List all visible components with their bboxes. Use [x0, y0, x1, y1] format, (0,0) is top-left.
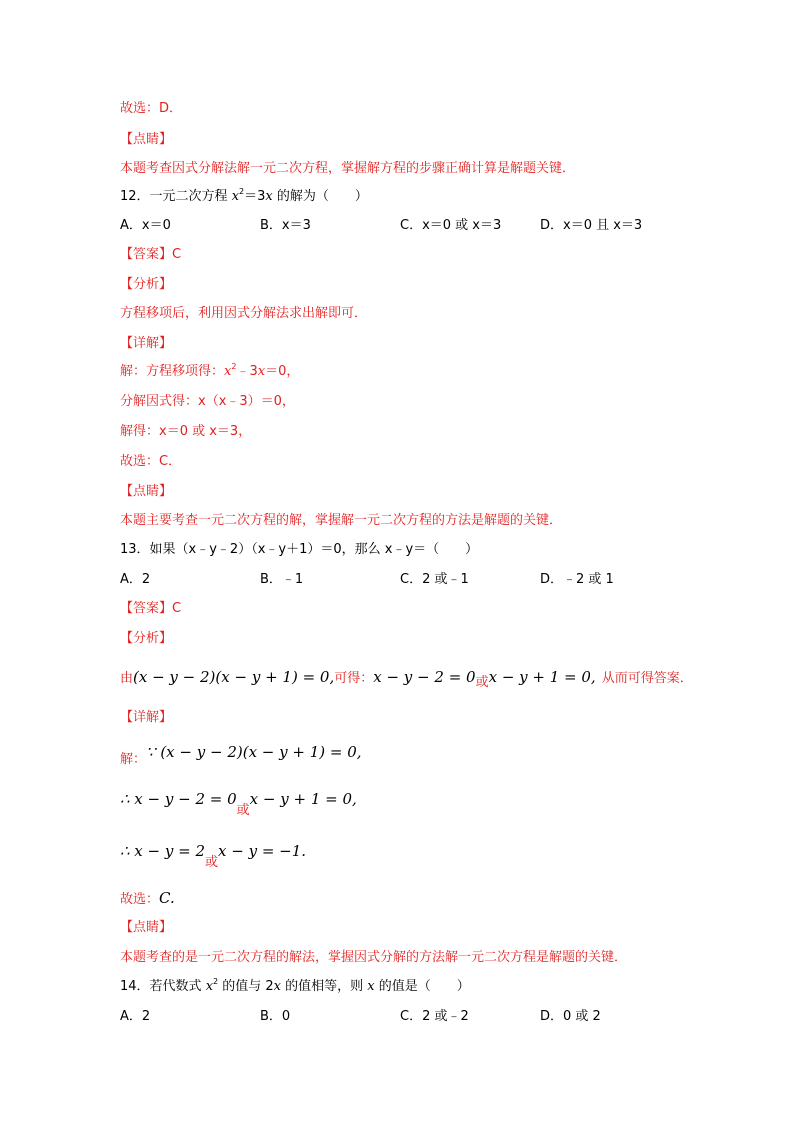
q13-step-1-eq: ∵ (x − y − 2)(x − y + 1) = 0, — [146, 743, 362, 761]
q12-dianjing-heading: 【点睛】 — [120, 484, 173, 499]
q13-step-2-eq-b: x − y + 1 = 0, — [249, 790, 357, 808]
q12-analysis: 方程移项后，利用因式分解法求出解即可． — [120, 306, 368, 321]
q13-analysis-eq1: (x − y − 2)(x − y + 1) = 0, — [133, 668, 335, 686]
q12-option-d: D．x＝0 且 x＝3 — [540, 218, 643, 233]
q13-analysis — [120, 666, 693, 690]
q12-step-2: 分解因式得：x（x﹣3）＝0， — [120, 394, 295, 409]
q13-analysis-huo: 或 — [475, 675, 489, 690]
q12-xiangjie-heading: 【详解】 — [120, 336, 173, 351]
q12-comment: 本题主要考查一元二次方程的解，掌握解一元二次方程的方法是解题的关键． — [120, 513, 563, 528]
q13-option-d: D．﹣2 或 1 — [540, 572, 614, 587]
q13-conclusion-label: 故选： — [120, 892, 160, 907]
q13-step-2-eq-a: ∴ x − y − 2 = 0 — [120, 790, 237, 808]
q13-conclusion — [120, 890, 175, 908]
q13-option-b: B．﹣1 — [260, 572, 304, 587]
q12-option-c: C．x＝0 或 x＝3 — [400, 218, 502, 233]
q13-conclusion-value: C. — [159, 889, 175, 907]
q12-fenxi-heading: 【分析】 — [120, 277, 173, 292]
q14-stem: 14．若代数式 $x^2$ 的值与 2x 的值相等，则 x 的值是（ ） — [120, 977, 470, 994]
q12-conclusion: 故选：C． — [120, 454, 182, 469]
q14-option-b: B．0 — [260, 1009, 291, 1024]
q13-option-a: A．2 — [120, 572, 151, 587]
q13-analysis-eq3: x − y + 1 = 0, — [488, 668, 596, 686]
q14-option-c: C．2 或﹣2 — [400, 1009, 469, 1024]
q12-answer: 【答案】C — [120, 247, 182, 262]
q13-step-3-eq-b: x − y = −1. — [218, 842, 307, 860]
q13-step-2-huo: 或 — [236, 803, 250, 818]
q11-dianjing-heading: 【点睛】 — [120, 132, 173, 147]
q13-fenxi-heading: 【分析】 — [120, 631, 173, 646]
q13-step-3-huo: 或 — [205, 855, 219, 870]
q13-step-1-jie: 解： — [120, 752, 147, 767]
q13-analysis-you: 由 — [120, 671, 134, 686]
q13-stem: 13．如果（x﹣y﹣2）（x﹣y＋1）＝0，那么 x﹣y＝（ ） — [120, 542, 479, 557]
q14-option-a: A．2 — [120, 1009, 151, 1024]
q13-answer: 【答案】C — [120, 601, 182, 616]
q13-xiangjie-heading: 【详解】 — [120, 710, 173, 725]
q12-step-3: 解得：x＝0 或 x＝3， — [120, 424, 252, 439]
q12-stem: 12．一元二次方程 $x^2=3x$ 的解为（ ） — [120, 187, 368, 204]
q13-analysis-eq2: x − y − 2 = 0 — [373, 668, 476, 686]
q14-option-d: D．0 或 2 — [540, 1009, 601, 1024]
q13-dianjing-heading: 【点睛】 — [120, 920, 173, 935]
q12-step-1: 解：方程移项得：$x^2﹣3x=0$， — [120, 362, 300, 379]
q13-analysis-end: 从而可得答案． — [601, 671, 693, 686]
q13-comment: 本题考查的是一元二次方程的解法，掌握因式分解的方法解一元二次方程是解题的关键． — [120, 950, 628, 965]
q13-step-1 — [120, 741, 362, 765]
q12-option-b: B．x＝3 — [260, 218, 311, 233]
q13-step-2 — [120, 788, 357, 818]
q13-step-3 — [120, 840, 307, 870]
q12-option-a: A．x＝0 — [120, 218, 171, 233]
q13-analysis-kede: 可得： — [334, 671, 374, 686]
q11-comment: 本题考查因式分解法解一元二次方程，掌握解方程的步骤正确计算是解题关键． — [120, 161, 576, 176]
q13-step-3-eq-a: ∴ x − y = 2 — [120, 842, 205, 860]
q11-conclusion: 故选：D． — [120, 101, 183, 116]
q13-option-c: C．2 或﹣1 — [400, 572, 469, 587]
